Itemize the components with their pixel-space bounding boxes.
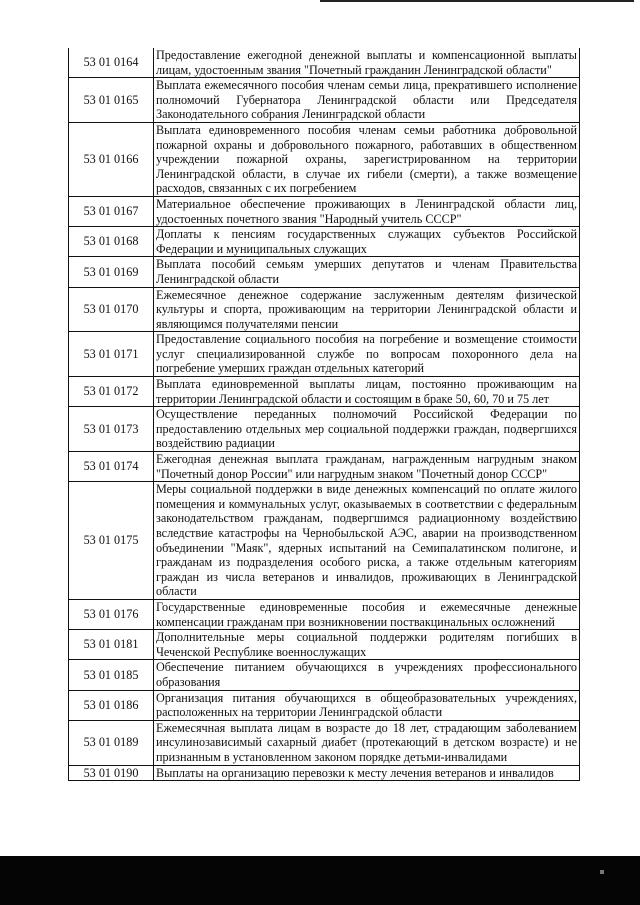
row-code: 53 01 0190 (69, 765, 154, 781)
document-page (68, 48, 576, 781)
table-row (69, 287, 580, 332)
row-code: 53 01 0170 (69, 287, 154, 332)
scan-edge-line (320, 0, 634, 2)
row-description: Государственные единовременные пособия и ежемесячные денежные компенсации гражданам при возникновении поствакцинальных осложнений (154, 599, 580, 629)
row-code: 53 01 0173 (69, 407, 154, 452)
row-description: Организация питания обучающихся в общеобразовательных учреждениях, расположенных на территории Ленинградской области (154, 690, 580, 720)
table-row (69, 599, 580, 629)
row-description: Материальное обеспечение проживающих в Ленинградской области лиц, удостоенных почетного звания "Народный учитель СССР" (154, 196, 580, 226)
table-row (69, 48, 580, 78)
table-row (69, 78, 580, 123)
row-code: 53 01 0174 (69, 452, 154, 482)
row-code: 53 01 0168 (69, 227, 154, 257)
table-row (69, 690, 580, 720)
row-code: 53 01 0169 (69, 257, 154, 287)
row-code: 53 01 0165 (69, 78, 154, 123)
row-description: Обеспечение питанием обучающихся в учреждениях профессионального образования (154, 660, 580, 690)
table-row (69, 227, 580, 257)
row-description: Ежемесячное денежное содержание заслуженным деятелям физической культуры и спорта, проживающим на территории Ленинградской области и являющимся получателями пенсии (154, 287, 580, 332)
row-description: Доплаты к пенсиям государственных служащих субъектов Российской Федерации и муниципальных служащих (154, 227, 580, 257)
row-description: Выплата единовременной выплаты лицам, постоянно проживающим на территории Ленинградской области и состоящим в браке 50, 60, 70 и 75 лет (154, 377, 580, 407)
row-code: 53 01 0171 (69, 332, 154, 377)
table-body (69, 48, 580, 781)
row-code: 53 01 0164 (69, 48, 154, 78)
table-row (69, 377, 580, 407)
table-row (69, 196, 580, 226)
row-description: Ежегодная денежная выплата гражданам, награжденным нагрудным знаком "Почетный донор России" или нагрудным знаком "Почетный донор СССР" (154, 452, 580, 482)
row-description: Предоставление социального пособия на погребение и возмещение стоимости услуг специализированной службе по вопросам похоронного дела на погребение умерших граждан отдельных категорий (154, 332, 580, 377)
row-description: Меры социальной поддержки в виде денежных компенсаций по оплате жилого помещения и коммунальных услуг, оказываемых в соответствии с федеральным законодательством гражданам, подвергшимся радиационному воздействию вследствие катастрофы на Чернобыльской АЭС, аварии на производственном объединении "Маяк", ядерных испытаний на Семипалатинском полигоне, и гражданам из подразделения особого риска, а также отдельным категориям граждан из числа ветеранов и инвалидов, проживающих в Ленинградской области (154, 482, 580, 600)
budget-codes-table (68, 48, 580, 781)
row-description: Дополнительные меры социальной поддержки родителям погибших в Чеченской Республике военнослужащих (154, 630, 580, 660)
row-code: 53 01 0176 (69, 599, 154, 629)
table-row (69, 630, 580, 660)
table-row (69, 407, 580, 452)
row-description: Выплата ежемесячного пособия членам семьи лица, прекратившего исполнение полномочий Губернатора Ленинградской области или Председателя Законодательного собрания Ленинградской области (154, 78, 580, 123)
row-description: Выплаты на организацию перевозки к месту лечения ветеранов и инвалидов (154, 765, 580, 781)
row-description: Выплата единовременного пособия членам семьи работника добровольной пожарной охраны и добровольного пожарного, работавших в общественном учреждении пожарной охраны, зарегистрированном на территории Ленинградской области, в случае их гибели (смерти), а также возмещение расходов, связанных с их погребением (154, 122, 580, 196)
row-description: Осуществление переданных полномочий Российской Федерации по предоставлению отдельных мер социальной поддержки граждан, подвергшихся воздействию радиации (154, 407, 580, 452)
row-description: Ежемесячная выплата лицам в возрасте до 18 лет, страдающим заболеванием инсулинозависимый сахарный диабет (протекающий в детском возрасте) и не признанным в установленном законом порядке детьми-инвалидами (154, 720, 580, 765)
table-row (69, 765, 580, 781)
row-description: Предоставление ежегодной денежной выплаты и компенсационной выплаты лицам, удостоенным звания "Почетный гражданин Ленинградской области" (154, 48, 580, 78)
row-code: 53 01 0181 (69, 630, 154, 660)
table-row (69, 122, 580, 196)
row-code: 53 01 0167 (69, 196, 154, 226)
row-description: Выплата пособий семьям умерших депутатов и членам Правительства Ленинградской области (154, 257, 580, 287)
row-code: 53 01 0189 (69, 720, 154, 765)
row-code: 53 01 0166 (69, 122, 154, 196)
table-row (69, 482, 580, 600)
row-code: 53 01 0186 (69, 690, 154, 720)
table-row (69, 452, 580, 482)
table-row (69, 257, 580, 287)
table-row (69, 720, 580, 765)
row-code: 53 01 0172 (69, 377, 154, 407)
row-code: 53 01 0175 (69, 482, 154, 600)
table-row (69, 660, 580, 690)
table-row (69, 332, 580, 377)
scan-bottom-border (0, 856, 640, 905)
row-code: 53 01 0185 (69, 660, 154, 690)
scan-speck (600, 870, 604, 874)
